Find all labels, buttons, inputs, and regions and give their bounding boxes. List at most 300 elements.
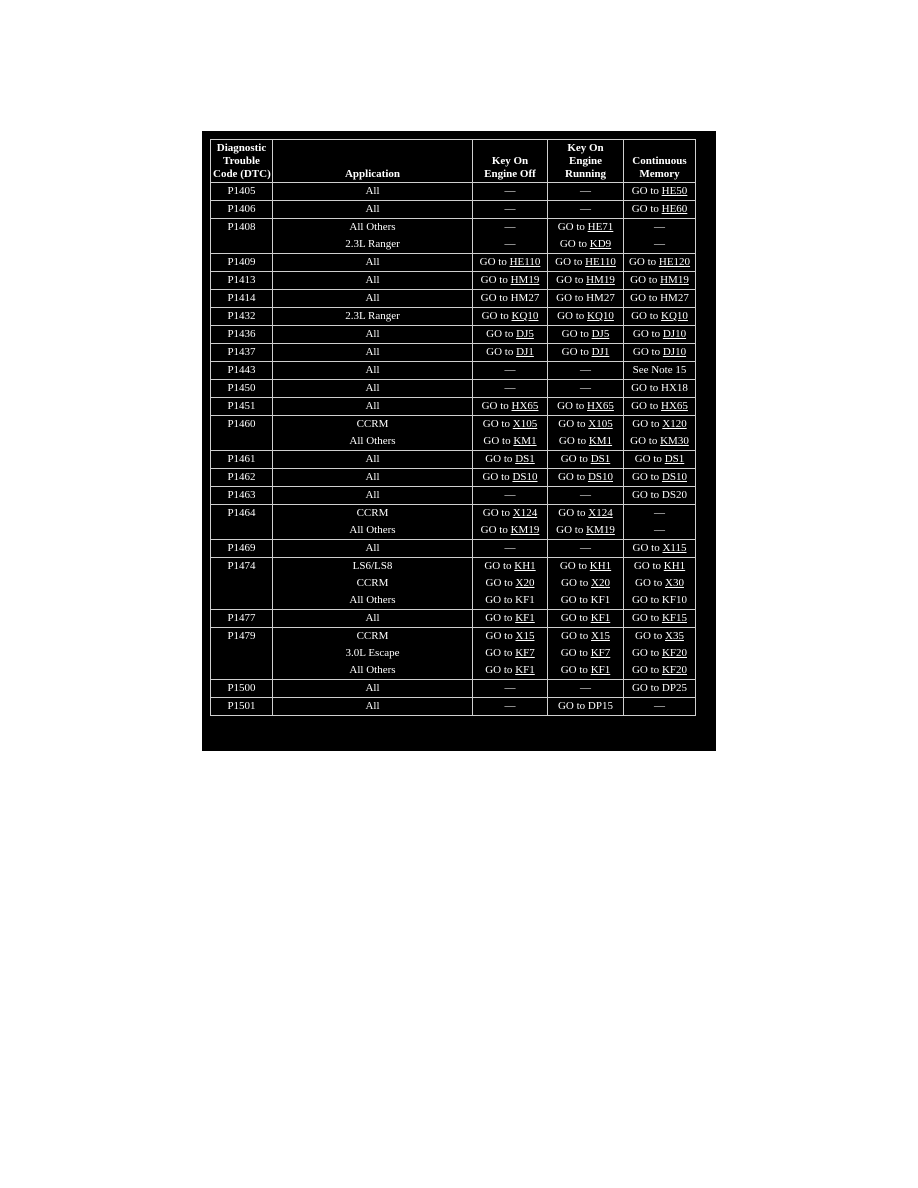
table-row	[211, 416, 696, 451]
procedure-link[interactable]: KM19	[586, 524, 615, 536]
procedure-link[interactable]: HE110	[509, 256, 541, 268]
table-row	[211, 558, 696, 610]
dtc-code: P1406	[227, 203, 256, 215]
continuous-memory-cell	[624, 680, 696, 698]
dtc-code: P1437	[227, 346, 256, 358]
key-on-engine-off-cell	[473, 540, 548, 558]
action-text	[550, 380, 621, 397]
table-row	[211, 680, 696, 698]
header-dtc-code	[211, 140, 273, 183]
action-prefix: GO to	[481, 400, 512, 412]
action-prefix: GO to	[628, 256, 659, 268]
key-on-engine-running-cell	[548, 380, 624, 398]
action-prefix: GO to	[557, 221, 588, 233]
action-prefix: —	[504, 700, 516, 712]
action-prefix: GO to	[635, 577, 665, 589]
application-label: All	[365, 453, 380, 465]
action-prefix: GO to	[556, 524, 587, 536]
action-text	[626, 451, 693, 468]
application-label: All	[365, 489, 380, 501]
key-on-engine-running-cell	[548, 610, 624, 628]
action-text	[626, 662, 693, 679]
procedure-link[interactable]: KH1	[514, 560, 536, 572]
action-text	[475, 540, 545, 557]
dtc-code-cell	[211, 680, 273, 698]
continuous-memory-cell	[624, 308, 696, 326]
procedure-link[interactable]: HX65	[587, 400, 614, 412]
action-text	[475, 326, 545, 343]
key-on-engine-off-cell	[473, 451, 548, 469]
dtc-code: P1432	[227, 310, 256, 322]
dtc-code: P1405	[227, 185, 256, 197]
table-row	[211, 451, 696, 469]
action-prefix: GO to	[630, 274, 661, 286]
action-text	[475, 610, 545, 627]
key-on-engine-off-cell	[473, 183, 548, 201]
dtc-code-cell	[211, 698, 273, 716]
action-prefix: GO to	[485, 577, 516, 589]
action-text	[475, 505, 545, 522]
action-text	[626, 272, 693, 289]
application-cell	[273, 398, 473, 416]
procedure-link[interactable]: KQ10	[511, 310, 539, 322]
procedure-link[interactable]: DS1	[590, 453, 611, 465]
dtc-code-cell	[211, 416, 273, 451]
dtc-code: P1462	[227, 471, 256, 483]
key-on-engine-running-cell	[548, 254, 624, 272]
action-text	[626, 362, 693, 379]
action-prefix: GO to	[482, 418, 513, 430]
procedure-link[interactable]: DS10	[587, 471, 613, 483]
dtc-code: P1460	[227, 418, 256, 430]
key-on-engine-running-cell	[548, 398, 624, 416]
action-text	[550, 416, 621, 433]
dtc-code-cell	[211, 487, 273, 505]
action-text	[626, 610, 693, 627]
dtc-table-body	[211, 183, 696, 716]
action-prefix: GO to	[631, 664, 662, 676]
application-cell	[273, 201, 473, 219]
action-prefix: GO to	[631, 310, 662, 322]
continuous-memory-cell	[624, 505, 696, 540]
application-label: All	[365, 328, 380, 340]
application-label: All	[365, 382, 380, 394]
action-text	[626, 522, 693, 539]
procedure-link[interactable]: HM19	[510, 274, 540, 286]
application-cell	[273, 326, 473, 344]
application-label: All	[365, 542, 380, 554]
key-on-engine-running-cell	[548, 540, 624, 558]
action-prefix: GO to KF1	[560, 594, 611, 606]
action-prefix: GO to	[559, 238, 590, 250]
table-row	[211, 183, 696, 201]
key-on-engine-running-cell	[548, 201, 624, 219]
table-row	[211, 398, 696, 416]
application-cell	[273, 254, 473, 272]
table-row	[211, 540, 696, 558]
procedure-link[interactable]: DJ5	[516, 328, 534, 340]
continuous-memory-cell	[624, 698, 696, 716]
dtc-code: P1414	[227, 292, 256, 304]
action-prefix: —	[580, 542, 591, 554]
procedure-link[interactable]: KF7	[515, 647, 535, 659]
key-on-engine-running-cell	[548, 308, 624, 326]
action-prefix: GO to	[483, 435, 514, 447]
procedure-link[interactable]: KD9	[589, 238, 612, 250]
procedure-link[interactable]: DJ10	[662, 346, 687, 358]
continuous-memory-cell	[624, 487, 696, 505]
key-on-engine-off-cell	[473, 344, 548, 362]
dtc-code: P1463	[227, 489, 256, 501]
action-prefix: GO to	[560, 647, 591, 659]
key-on-engine-off-cell	[473, 487, 548, 505]
action-text	[475, 254, 545, 271]
continuous-memory-cell	[624, 183, 696, 201]
application-label: All	[365, 256, 380, 268]
action-prefix: GO to	[561, 328, 592, 340]
action-prefix: GO to	[485, 647, 516, 659]
action-prefix: —	[504, 382, 516, 394]
action-prefix: GO to	[485, 664, 516, 676]
table-row	[211, 201, 696, 219]
header-line: Engine Off	[484, 168, 536, 180]
continuous-memory-cell	[624, 362, 696, 380]
action-prefix: GO to	[560, 453, 591, 465]
header-line: Application	[344, 168, 400, 180]
action-text	[550, 680, 621, 697]
action-prefix: —	[654, 700, 665, 712]
action-text	[550, 645, 621, 662]
table-row	[211, 219, 696, 254]
action-prefix: GO to DP25	[631, 682, 687, 694]
action-text	[475, 236, 545, 253]
procedure-link[interactable]: X35	[665, 630, 684, 642]
procedure-link[interactable]: HX65	[511, 400, 539, 412]
action-text	[475, 469, 545, 486]
dtc-code: P1451	[227, 400, 256, 412]
procedure-link[interactable]: KF1	[590, 612, 611, 624]
action-text	[626, 290, 693, 307]
dtc-code: P1469	[227, 542, 256, 554]
procedure-link[interactable]: X20	[591, 577, 610, 589]
application-cell	[273, 698, 473, 716]
header-key-on-engine-off	[473, 140, 548, 183]
table-header-row	[211, 140, 696, 183]
procedure-link[interactable]: KH1	[663, 560, 686, 572]
action-prefix: GO to	[631, 185, 662, 197]
application-cell	[273, 610, 473, 628]
continuous-memory-cell	[624, 398, 696, 416]
procedure-link[interactable]: DS1	[515, 453, 535, 465]
procedure-link[interactable]: KH1	[589, 560, 612, 572]
procedure-link[interactable]: HE71	[587, 221, 614, 233]
procedure-link[interactable]: X20	[515, 577, 535, 589]
action-text	[550, 433, 621, 450]
application-cell	[273, 416, 473, 451]
table-row	[211, 326, 696, 344]
action-text	[626, 201, 693, 218]
dtc-code-cell	[211, 469, 273, 487]
procedure-link[interactable]: HE50	[661, 185, 688, 197]
action-text	[550, 592, 621, 609]
dtc-code-cell	[211, 219, 273, 254]
table-row	[211, 362, 696, 380]
action-prefix: GO to	[561, 346, 592, 358]
action-text	[626, 308, 693, 325]
application-label: All	[365, 612, 380, 624]
application-label: All	[365, 346, 380, 358]
procedure-link[interactable]: KF7	[590, 647, 611, 659]
procedure-link[interactable]: KF1	[515, 612, 535, 624]
dtc-code: P1479	[227, 630, 256, 642]
action-text	[550, 628, 621, 645]
action-text	[475, 272, 545, 289]
procedure-link[interactable]: HM19	[660, 274, 689, 286]
procedure-link[interactable]: X15	[515, 630, 535, 642]
continuous-memory-cell	[624, 254, 696, 272]
continuous-memory-cell	[624, 219, 696, 254]
action-text	[475, 628, 545, 645]
procedure-link[interactable]: HE110	[585, 256, 616, 268]
dtc-code: P1408	[227, 221, 256, 233]
application-label: All Others	[349, 221, 396, 233]
key-on-engine-off-cell	[473, 398, 548, 416]
action-text	[550, 698, 621, 715]
application-cell	[273, 558, 473, 610]
application-label: 2.3L Ranger	[345, 310, 400, 322]
procedure-link[interactable]: KQ10	[587, 310, 614, 322]
application-label: CCRM	[356, 507, 389, 519]
procedure-link[interactable]: KF20	[661, 647, 687, 659]
dtc-code-cell	[211, 290, 273, 308]
action-prefix: GO to	[558, 418, 589, 430]
continuous-memory-cell	[624, 290, 696, 308]
procedure-link[interactable]: X124	[512, 507, 538, 519]
key-on-engine-off-cell	[473, 272, 548, 290]
key-on-engine-off-cell	[473, 469, 548, 487]
procedure-link[interactable]: X105	[588, 418, 613, 430]
action-prefix: GO to	[631, 647, 662, 659]
action-text	[626, 469, 693, 486]
application-label: All	[365, 471, 380, 483]
application-cell	[273, 219, 473, 254]
procedure-link[interactable]: X105	[512, 418, 538, 430]
application-label: All	[365, 274, 380, 286]
action-text	[626, 380, 693, 397]
dtc-code-cell	[211, 272, 273, 290]
application-cell	[273, 362, 473, 380]
action-prefix: GO to	[634, 453, 665, 465]
action-text	[626, 183, 693, 200]
action-prefix: GO to	[632, 328, 663, 340]
dtc-code-cell	[211, 326, 273, 344]
key-on-engine-running-cell	[548, 416, 624, 451]
table-row	[211, 254, 696, 272]
action-text	[475, 680, 545, 697]
procedure-link[interactable]: X124	[588, 507, 613, 519]
application-label: All Others	[349, 435, 396, 447]
procedure-link[interactable]: X120	[662, 418, 687, 430]
action-prefix: GO to HX18	[631, 382, 688, 394]
action-text	[626, 219, 693, 236]
action-prefix: GO to	[486, 328, 517, 340]
key-on-engine-off-cell	[473, 219, 548, 254]
key-on-engine-running-cell	[548, 183, 624, 201]
action-text	[626, 398, 693, 415]
procedure-link[interactable]: DS1	[664, 453, 685, 465]
table-row	[211, 487, 696, 505]
dtc-code-cell	[211, 505, 273, 540]
procedure-link[interactable]: X115	[662, 542, 687, 554]
header-key-on-engine-running	[548, 140, 624, 183]
header-line: Key On	[567, 142, 604, 154]
action-text	[550, 575, 621, 592]
procedure-link[interactable]: KF1	[590, 664, 611, 676]
procedure-link[interactable]: X30	[665, 577, 684, 589]
table-row	[211, 698, 696, 716]
dtc-code: P1443	[227, 364, 256, 376]
continuous-memory-cell	[624, 380, 696, 398]
action-prefix: —	[580, 382, 591, 394]
dtc-code-cell	[211, 201, 273, 219]
procedure-link[interactable]: HM19	[586, 274, 615, 286]
action-text	[626, 254, 693, 271]
dtc-code: P1501	[227, 700, 256, 712]
procedure-link[interactable]: HE60	[661, 203, 688, 215]
action-prefix: —	[504, 489, 516, 501]
key-on-engine-running-cell	[548, 505, 624, 540]
action-prefix: —	[504, 682, 516, 694]
procedure-link[interactable]: KM1	[588, 435, 613, 447]
dtc-code-cell	[211, 183, 273, 201]
continuous-memory-cell	[624, 416, 696, 451]
key-on-engine-running-cell	[548, 698, 624, 716]
action-prefix: GO to	[485, 630, 516, 642]
table-row	[211, 344, 696, 362]
action-prefix: GO to	[631, 203, 662, 215]
application-cell	[273, 308, 473, 326]
key-on-engine-running-cell	[548, 362, 624, 380]
key-on-engine-running-cell	[548, 290, 624, 308]
key-on-engine-off-cell	[473, 362, 548, 380]
continuous-memory-cell	[624, 451, 696, 469]
application-cell	[273, 540, 473, 558]
header-line: Code (DTC)	[213, 168, 271, 180]
procedure-link[interactable]: X15	[591, 630, 610, 642]
procedure-link[interactable]: DS10	[512, 471, 538, 483]
action-prefix: GO to	[558, 507, 589, 519]
procedure-link[interactable]: KF20	[661, 664, 687, 676]
action-text	[626, 680, 693, 697]
action-text	[475, 592, 545, 609]
table-row	[211, 380, 696, 398]
application-cell	[273, 344, 473, 362]
action-text	[475, 380, 545, 397]
action-text	[626, 592, 693, 609]
procedure-link[interactable]: DJ1	[591, 346, 610, 358]
action-prefix: —	[504, 185, 516, 197]
action-prefix: —	[580, 203, 591, 215]
key-on-engine-off-cell	[473, 505, 548, 540]
action-prefix: GO to	[479, 256, 510, 268]
procedure-link[interactable]: DS10	[661, 471, 687, 483]
procedure-link[interactable]: DJ5	[591, 328, 610, 340]
action-text	[550, 201, 621, 218]
application-label: 2.3L Ranger	[345, 238, 400, 250]
action-prefix: GO to	[630, 435, 661, 447]
action-prefix: GO to	[555, 256, 586, 268]
procedure-link[interactable]: KM1	[513, 435, 537, 447]
action-text	[626, 558, 693, 575]
action-text	[550, 308, 621, 325]
application-cell	[273, 451, 473, 469]
action-prefix: GO to	[482, 471, 513, 483]
procedure-link[interactable]: HX65	[661, 400, 688, 412]
action-prefix: GO to	[481, 310, 512, 322]
action-text	[626, 505, 693, 522]
key-on-engine-off-cell	[473, 416, 548, 451]
application-label: CCRM	[356, 630, 389, 642]
action-text	[550, 326, 621, 343]
procedure-link[interactable]: DJ1	[516, 346, 534, 358]
key-on-engine-running-cell	[548, 469, 624, 487]
procedure-link[interactable]: HE120	[658, 256, 691, 268]
action-text	[626, 575, 693, 592]
procedure-link[interactable]: DJ10	[662, 328, 687, 340]
key-on-engine-off-cell	[473, 680, 548, 698]
action-prefix: —	[654, 221, 665, 233]
procedure-link[interactable]: KF1	[515, 664, 535, 676]
dtc-code: P1461	[227, 453, 256, 465]
action-text	[550, 610, 621, 627]
table-row	[211, 610, 696, 628]
key-on-engine-off-cell	[473, 201, 548, 219]
action-prefix: GO to HM27	[556, 292, 615, 304]
dtc-code-cell	[211, 540, 273, 558]
action-prefix: —	[654, 524, 665, 536]
procedure-link[interactable]: KM30	[660, 435, 689, 447]
action-text	[626, 698, 693, 715]
dtc-code-cell	[211, 308, 273, 326]
procedure-link[interactable]: KM19	[510, 524, 540, 536]
action-text	[626, 236, 693, 253]
action-prefix: GO to	[480, 524, 511, 536]
key-on-engine-off-cell	[473, 628, 548, 680]
application-label: CCRM	[356, 418, 389, 430]
action-text	[475, 487, 545, 504]
action-text	[550, 522, 621, 539]
key-on-engine-off-cell	[473, 380, 548, 398]
key-on-engine-off-cell	[473, 308, 548, 326]
application-label: All Others	[349, 524, 396, 536]
dtc-code: P1409	[227, 256, 256, 268]
procedure-link[interactable]: KF15	[661, 612, 687, 624]
action-text	[475, 451, 545, 468]
action-text	[475, 290, 545, 307]
key-on-engine-off-cell	[473, 610, 548, 628]
procedure-link[interactable]: KQ10	[661, 310, 688, 322]
action-text	[626, 344, 693, 361]
action-text	[475, 662, 545, 679]
key-on-engine-running-cell	[548, 272, 624, 290]
action-text	[626, 433, 693, 450]
action-prefix: GO to	[480, 274, 511, 286]
action-text	[475, 645, 545, 662]
dtc-table-panel	[202, 131, 716, 751]
action-text	[475, 183, 545, 200]
action-text	[550, 254, 621, 271]
action-prefix: GO to	[559, 560, 590, 572]
